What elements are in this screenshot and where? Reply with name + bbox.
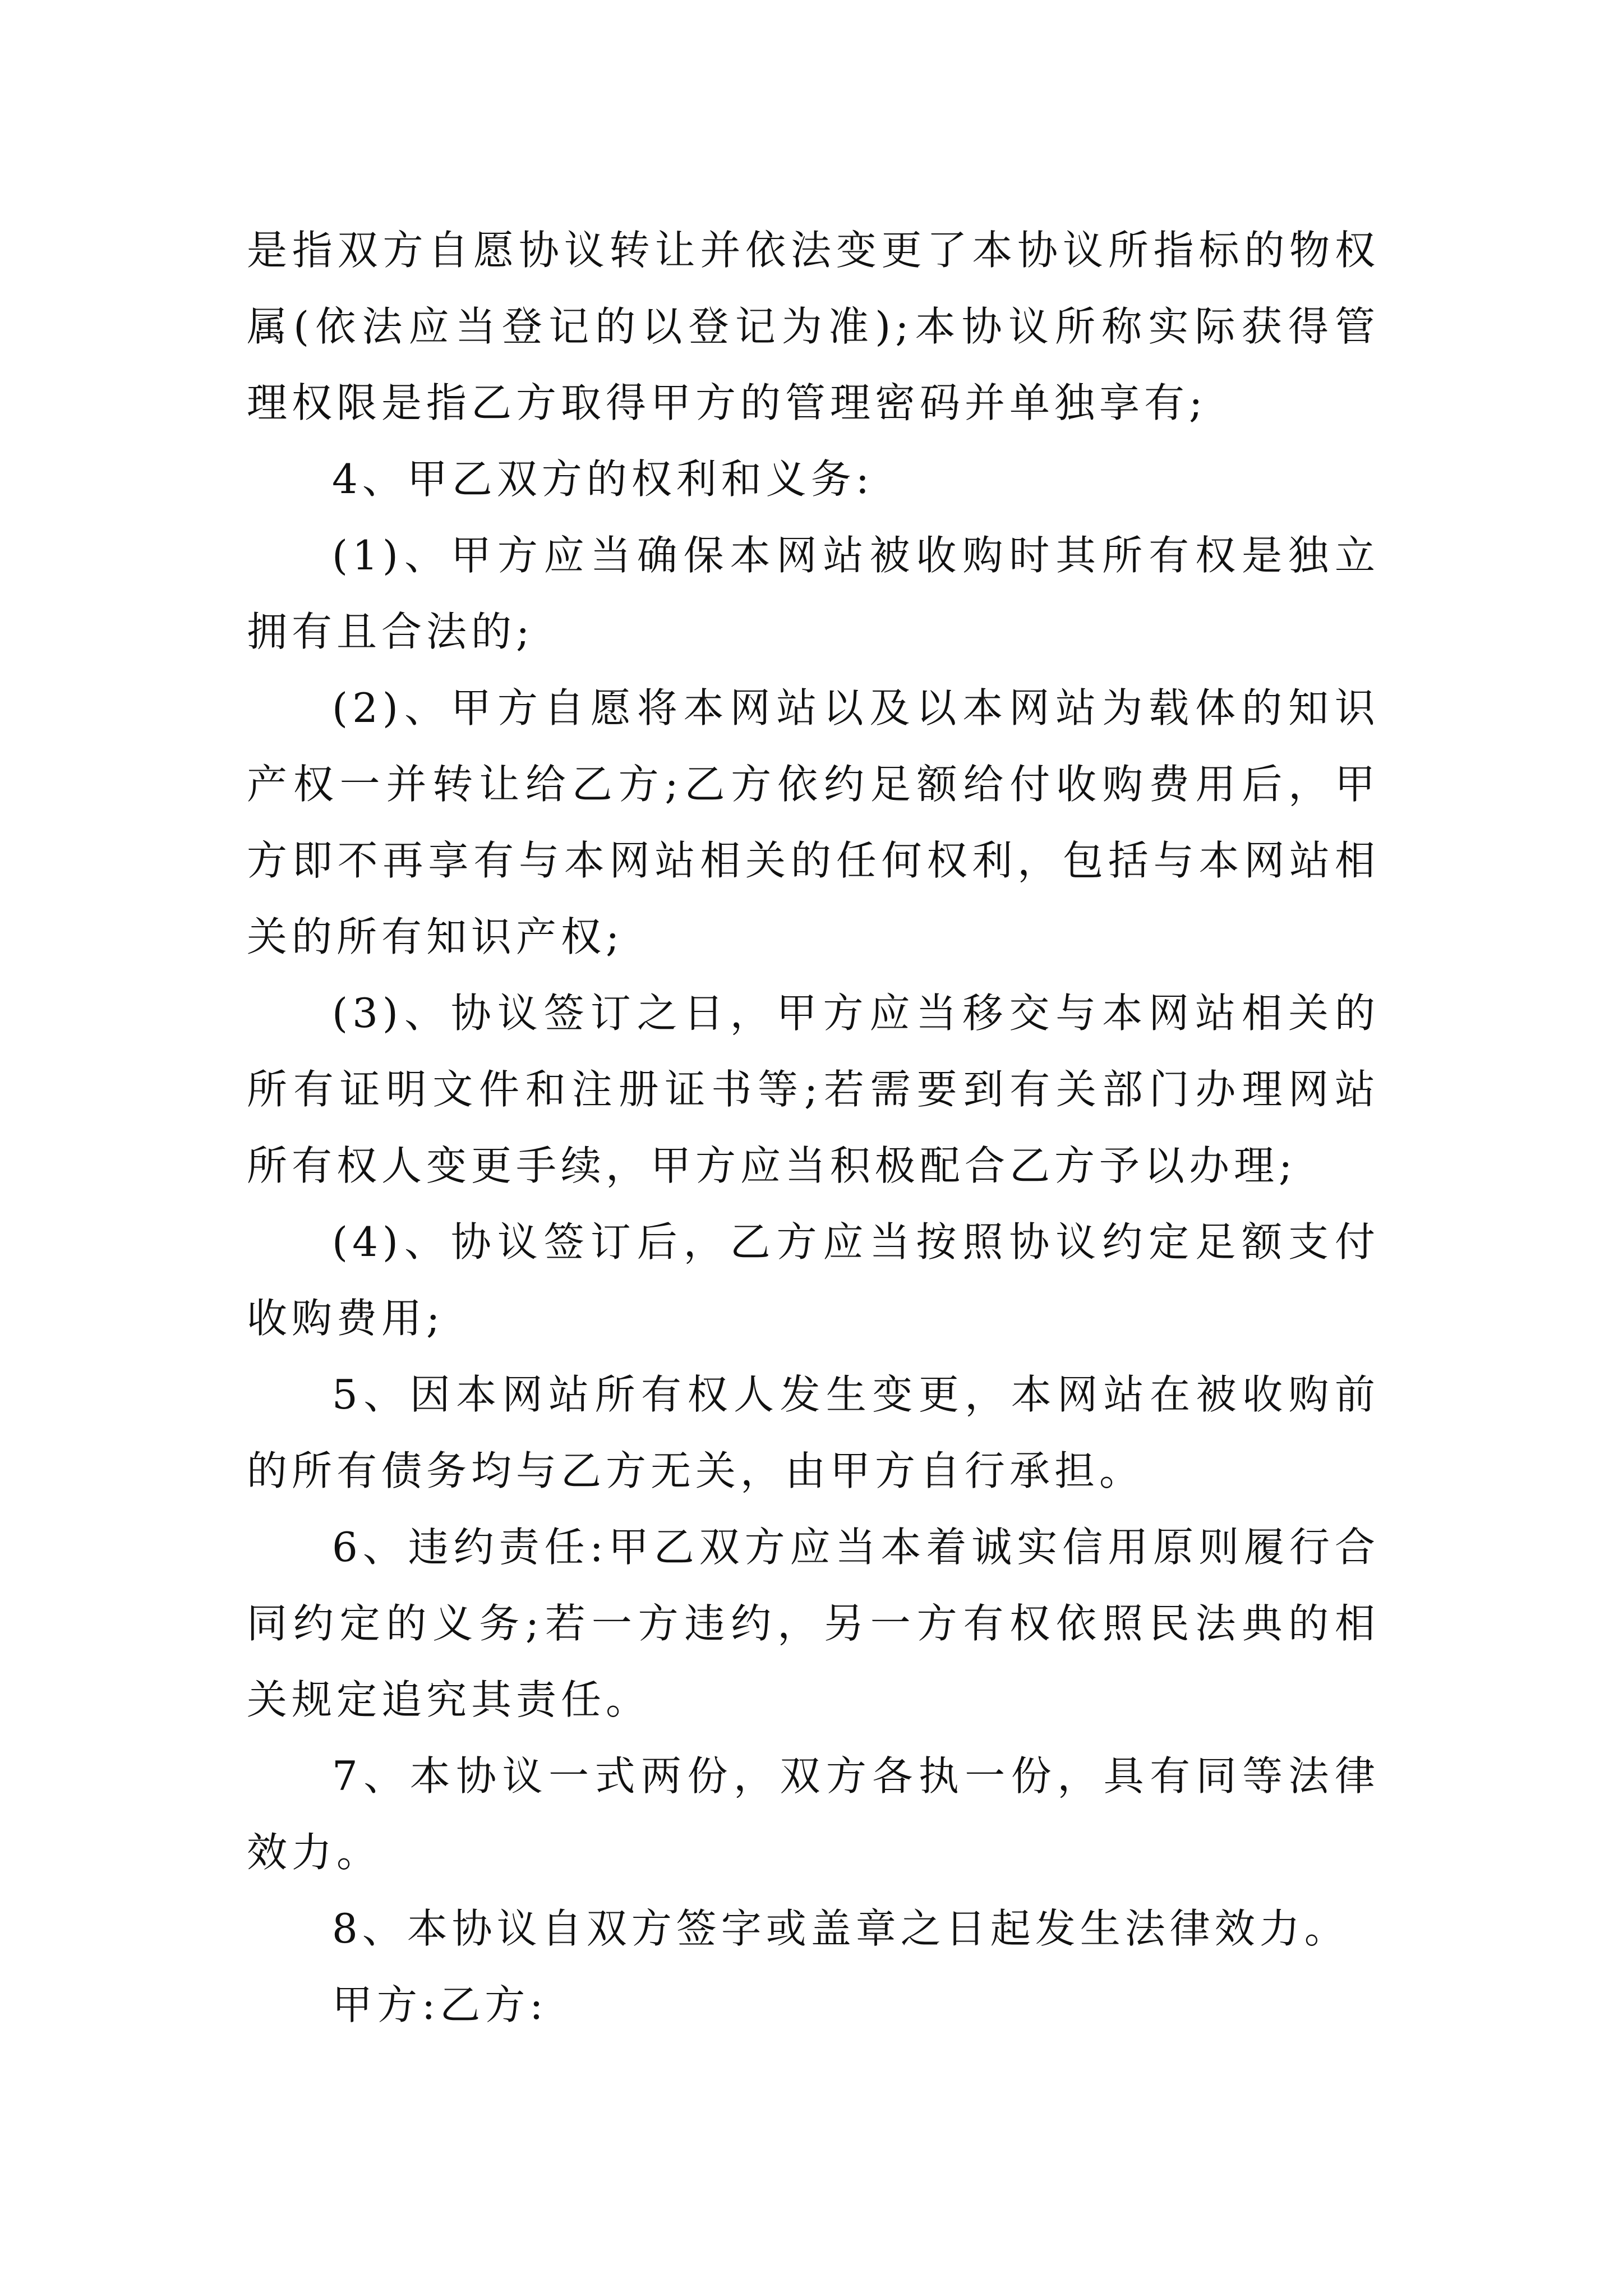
- paragraph-clause-6: 6、违约责任:甲乙双方应当本着诚实信用原则履行合同约定的义务;若一方违约，另一方有权依照民法典的相关规定追究其责任。: [247, 1524, 1380, 1723]
- paragraph-item-1: (1)、甲方应当确保本网站被收购时其所有权是独立拥有且合法的;: [247, 532, 1380, 655]
- paragraph-clause-7: 7、本协议一式两份，双方各执一份，具有同等法律效力。: [247, 1752, 1380, 1876]
- paragraph-item-2: (2)、甲方自愿将本网站以及以本网站为载体的知识产权一并转让给乙方;乙方依约足额给付收购费用后，甲方即不再享有与本网站相关的任何权利，包括与本网站相关的所有知识产权;: [247, 684, 1380, 960]
- signature-line: 甲方:乙方:: [332, 1981, 548, 2028]
- paragraph-definition: 是指双方自愿协议转让并依法变更了本协议所指标的物权属(依法应当登记的以登记为准);本协议所称实际获得管理权限是指乙方取得甲方的管理密码并单独享有;: [247, 227, 1380, 426]
- paragraph-item-3: (3)、协议签订之日，甲方应当移交与本网站相关的所有证明文件和注册证书等;若需要到有关部门办理网站所有权人变更手续，甲方应当积极配合乙方予以办理;: [247, 990, 1380, 1189]
- paragraph-clause-5: 5、因本网站所有权人发生变更，本网站在被收购前的所有债务均与乙方无关，由甲方自行承担。: [247, 1371, 1380, 1494]
- paragraph-rights-heading: 4、甲乙双方的权利和义务:: [332, 455, 874, 503]
- paragraph-clause-8: 8、本协议自双方签字或盖章之日起发生法律效力。: [332, 1905, 1349, 1952]
- document-body: [247, 212, 1380, 2043]
- paragraph-item-4: (4)、协议签订后，乙方应当按照协议约定足额支付收购费用;: [247, 1218, 1380, 1342]
